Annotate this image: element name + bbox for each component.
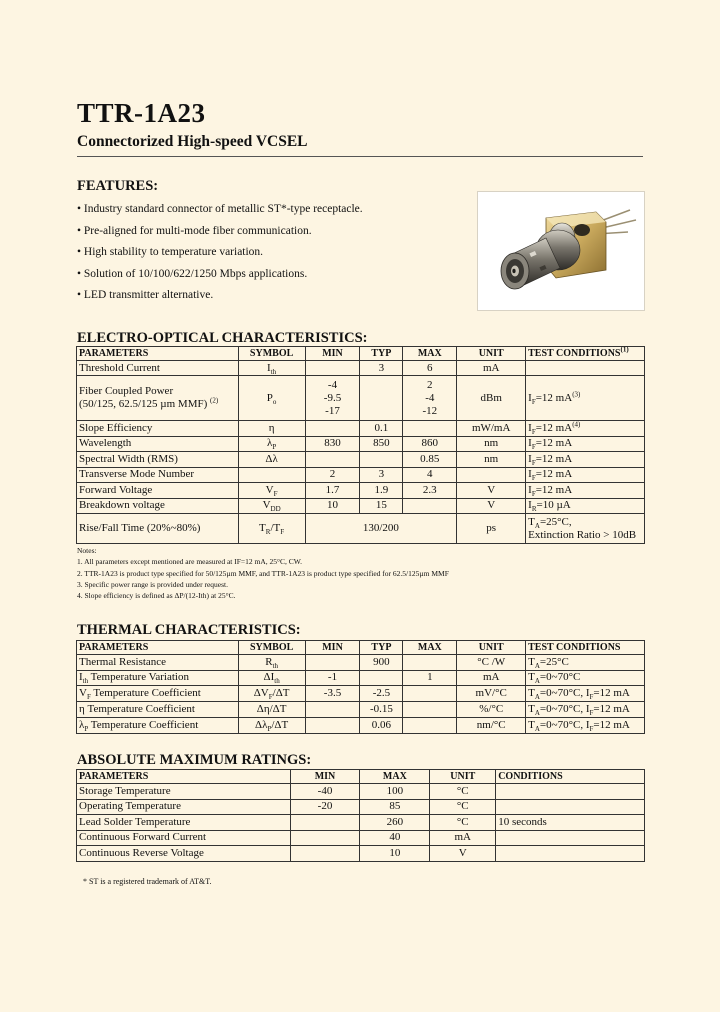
header-unit: UNIT — [457, 347, 526, 361]
cell-parameter: Thermal Resistance — [77, 655, 239, 671]
cell-parameter: Continuous Reverse Voltage — [77, 846, 291, 862]
cell-unit: V — [457, 498, 526, 514]
header-min: MIN — [305, 347, 360, 361]
features-heading: FEATURES: — [77, 178, 159, 194]
cell-max — [403, 498, 457, 514]
cell-parameter: $\lambda_P$ Temperature Coefficient — [77, 718, 239, 734]
thermal-table — [76, 640, 645, 734]
cell-min: -4 -9.5 -17 — [305, 376, 360, 421]
cell-unit: nm — [457, 452, 526, 468]
table-row — [77, 498, 645, 514]
header-typ: TYP — [360, 347, 403, 361]
table-row — [77, 421, 645, 437]
cell-max: 1 — [403, 670, 457, 686]
table-row — [77, 784, 645, 800]
cell-typ: 130/200 — [305, 514, 457, 544]
absolute-ratings-heading: ABSOLUTE MAXIMUM RATINGS: — [77, 752, 312, 768]
electro-optical-heading: ELECTRO-OPTICAL CHARACTERISTICS: — [77, 330, 368, 346]
absolute-ratings-table — [76, 769, 645, 862]
feature-item: • LED transmitter alternative. — [77, 289, 214, 302]
note-line: 2. TTR-1A23 is product type specified for 50/125µm MMF, and TTR-1A23 is product type specified for 62.5/125µm MMF — [77, 568, 449, 578]
cell-min: -20 — [290, 799, 360, 815]
cell-min: 830 — [305, 436, 360, 452]
note-line: Notes: — [77, 546, 97, 555]
cell-condition — [496, 784, 645, 800]
table-row — [77, 815, 645, 831]
cell-parameter: Threshold Current — [77, 361, 239, 376]
cell-parameter: Operating Temperature — [77, 799, 291, 815]
cell-unit: ps — [457, 514, 526, 544]
cell-max: 40 — [360, 830, 430, 846]
cell-condition — [526, 361, 645, 376]
cell-min — [305, 718, 360, 734]
cell-unit: nm — [457, 436, 526, 452]
cell-condition: $T_A=0\sim 70^\circ C$, $I_F=12$ mA — [526, 718, 645, 734]
table-row — [77, 436, 645, 452]
table-row — [77, 361, 645, 376]
cell-symbol: $P_o$ — [238, 376, 305, 421]
page-subtitle: Connectorized High-speed VCSEL — [77, 133, 308, 150]
cell-condition: 10 seconds — [496, 815, 645, 831]
cell-max: 6 — [403, 361, 457, 376]
cell-typ: -0.15 — [360, 702, 403, 718]
table-row — [77, 467, 645, 483]
cell-condition: $I_F=12$ mA — [526, 436, 645, 452]
table-header-row — [77, 347, 645, 361]
table-row — [77, 514, 645, 544]
trademark-footnote: * ST is a registered trademark of AT&T. — [83, 877, 212, 886]
cell-typ: 1.9 — [360, 483, 403, 499]
cell-symbol: $T_R/T_F$ — [238, 514, 305, 544]
cell-max: 260 — [360, 815, 430, 831]
table-row — [77, 718, 645, 734]
cell-symbol: $I_{th}$ — [238, 361, 305, 376]
product-photo — [477, 191, 645, 311]
page-title: TTR-1A23 — [77, 98, 206, 128]
cell-typ: 0.1 — [360, 421, 403, 437]
cell-symbol: η — [238, 421, 305, 437]
cell-max: 0.85 — [403, 452, 457, 468]
cell-unit: °C /W — [457, 655, 526, 671]
electro-optical-table — [76, 346, 645, 544]
cell-typ: 900 — [360, 655, 403, 671]
cell-symbol — [238, 467, 305, 483]
cell-parameter: Lead Solder Temperature — [77, 815, 291, 831]
cell-parameter: $I_{th}$ Temperature Variation — [77, 670, 239, 686]
cell-max: 2.3 — [403, 483, 457, 499]
cell-condition: $I_R=10$ µA — [526, 498, 645, 514]
cell-unit: mA — [430, 830, 496, 846]
cell-min — [305, 421, 360, 437]
feature-item: • High stability to temperature variation. — [77, 246, 264, 259]
cell-max: 2 -4 -12 — [403, 376, 457, 421]
cell-max — [403, 655, 457, 671]
cell-parameter: $V_F$ Temperature Coefficient — [77, 686, 239, 702]
header-typ: TYP — [360, 641, 403, 655]
cell-condition: $I_F=12$ $mA^{(4)}$ — [526, 421, 645, 437]
cell-max — [403, 718, 457, 734]
cell-max: 85 — [360, 799, 430, 815]
cell-condition: $T_A=0\sim 70^\circ C$, $I_F=12$ mA — [526, 686, 645, 702]
header-parameters: PARAMETERS — [77, 347, 239, 361]
cell-max — [403, 421, 457, 437]
header-unit: UNIT — [457, 641, 526, 655]
cell-parameter: Spectral Width (RMS) — [77, 452, 239, 468]
cell-unit: °C — [430, 784, 496, 800]
cell-condition: $T_A=25^\circ C$ — [526, 655, 645, 671]
cell-max: 4 — [403, 467, 457, 483]
header-max: MAX — [360, 770, 430, 784]
cell-symbol: $\Delta\lambda_P/\Delta T$ — [238, 718, 305, 734]
cell-symbol: Δλ — [238, 452, 305, 468]
cell-condition — [496, 846, 645, 862]
header-conditions: CONDITIONS — [496, 770, 645, 784]
cell-symbol: $\Delta V_F/\Delta T$ — [238, 686, 305, 702]
cell-min: -40 — [290, 784, 360, 800]
cell-unit: V — [457, 483, 526, 499]
table-row — [77, 702, 645, 718]
thermal-heading: THERMAL CHARACTERISTICS: — [77, 622, 301, 638]
cell-parameter: Slope Efficiency — [77, 421, 239, 437]
cell-typ — [360, 452, 403, 468]
feature-item: • Solution of 10/100/622/1250 Mbps applications. — [77, 267, 308, 280]
table-row — [77, 686, 645, 702]
cell-unit: mW/mA — [457, 421, 526, 437]
cell-min: 1.7 — [305, 483, 360, 499]
vcsel-connector-image — [478, 192, 644, 310]
table-header-row — [77, 641, 645, 655]
header-parameters: PARAMETERS — [77, 770, 291, 784]
cell-unit: °C — [430, 815, 496, 831]
cell-condition: $T_A=25^\circ C$, Extinction Ratio > 10dB — [526, 514, 645, 544]
table-row — [77, 452, 645, 468]
cell-typ: 15 — [360, 498, 403, 514]
cell-max: 860 — [403, 436, 457, 452]
cell-min: -3.5 — [305, 686, 360, 702]
cell-parameter: Fiber Coupled Power (50/125, 62.5/125 µm MMF) $^{(2)}$ — [77, 376, 239, 421]
table-row — [77, 483, 645, 499]
cell-unit — [457, 467, 526, 483]
cell-condition — [496, 799, 645, 815]
cell-min — [290, 830, 360, 846]
notes-block — [77, 545, 449, 601]
note-line: 1. All parameters except mentioned are measured at IF=12 mA, 25°C, CW. — [77, 557, 303, 567]
cell-min — [305, 702, 360, 718]
cell-symbol: $\Delta I_{th}$ — [238, 670, 305, 686]
header-symbol: SYMBOL — [238, 347, 305, 361]
cell-parameter: Forward Voltage — [77, 483, 239, 499]
cell-typ: 3 — [360, 361, 403, 376]
cell-symbol: $V_F$ — [238, 483, 305, 499]
note-line: 4. Slope efficiency is defined as ΔP/(12-Ith) at 25°C. — [77, 591, 236, 601]
table-row — [77, 655, 645, 671]
header-test-conditions: TEST CONDITIONS$^{(1)}$ — [526, 347, 645, 361]
cell-parameter: Rise/Fall Time (20%~80%) — [77, 514, 239, 544]
header-symbol: SYMBOL — [238, 641, 305, 655]
cell-unit: %/°C — [457, 702, 526, 718]
cell-condition — [496, 830, 645, 846]
table-header-row — [77, 770, 645, 784]
feature-item: • Industry standard connector of metallic ST*-type receptacle. — [77, 203, 363, 215]
cell-min: 10 — [305, 498, 360, 514]
table-row — [77, 846, 645, 862]
cell-parameter: Wavelength — [77, 436, 239, 452]
cell-unit: mA — [457, 670, 526, 686]
features-list — [77, 202, 363, 310]
note-line: 3. Specific power range is provided under request. — [77, 579, 228, 589]
cell-unit: mV/°C — [457, 686, 526, 702]
cell-unit: nm/°C — [457, 718, 526, 734]
cell-condition: $I_F=12$ mA — [526, 483, 645, 499]
cell-parameter: Breakdown voltage — [77, 498, 239, 514]
table-row — [77, 799, 645, 815]
cell-symbol: $R_{th}$ — [238, 655, 305, 671]
feature-item: • Pre-aligned for multi-mode fiber communication. — [77, 224, 312, 237]
cell-condition: $I_F=12$ mA — [526, 452, 645, 468]
cell-parameter: Transverse Mode Number — [77, 467, 239, 483]
cell-max: 100 — [360, 784, 430, 800]
header-max: MAX — [403, 347, 457, 361]
table-row — [77, 670, 645, 686]
cell-condition: $T_A=0\sim 70^\circ C$ — [526, 670, 645, 686]
cell-typ: 0.06 — [360, 718, 403, 734]
cell-symbol: Δη/ΔT — [238, 702, 305, 718]
cell-min: 2 — [305, 467, 360, 483]
cell-unit: °C — [430, 799, 496, 815]
cell-max — [403, 686, 457, 702]
cell-typ: 850 — [360, 436, 403, 452]
cell-min: -1 — [305, 670, 360, 686]
cell-symbol: $V_{DD}$ — [238, 498, 305, 514]
header-parameters: PARAMETERS — [77, 641, 239, 655]
cell-typ — [360, 670, 403, 686]
cell-max: 10 — [360, 846, 430, 862]
cell-parameter: η Temperature Coefficient — [77, 702, 239, 718]
cell-unit: dBm — [457, 376, 526, 421]
header-max: MAX — [403, 641, 457, 655]
cell-unit: mA — [457, 361, 526, 376]
cell-condition: $T_A=0\sim 70^\circ C$, $I_F=12$ mA — [526, 702, 645, 718]
header-min: MIN — [305, 641, 360, 655]
cell-min — [305, 361, 360, 376]
table-row — [77, 830, 645, 846]
cell-max — [403, 702, 457, 718]
header-test-conditions: TEST CONDITIONS — [526, 641, 645, 655]
cell-symbol: $\lambda_P$ — [238, 436, 305, 452]
title-divider — [77, 156, 643, 157]
cell-typ: 3 — [360, 467, 403, 483]
header-unit: UNIT — [430, 770, 496, 784]
cell-min — [290, 815, 360, 831]
cell-typ: -2.5 — [360, 686, 403, 702]
table-row — [77, 376, 645, 421]
cell-parameter: Storage Temperature — [77, 784, 291, 800]
cell-condition: $I_F=12$ mA — [526, 467, 645, 483]
cell-condition: $I_F=12$ $mA^{(3)}$ — [526, 376, 645, 421]
header-min: MIN — [290, 770, 360, 784]
cell-unit: V — [430, 846, 496, 862]
cell-min — [305, 655, 360, 671]
cell-parameter: Continuous Forward Current — [77, 830, 291, 846]
cell-min — [290, 846, 360, 862]
cell-typ — [360, 376, 403, 421]
cell-min — [305, 452, 360, 468]
